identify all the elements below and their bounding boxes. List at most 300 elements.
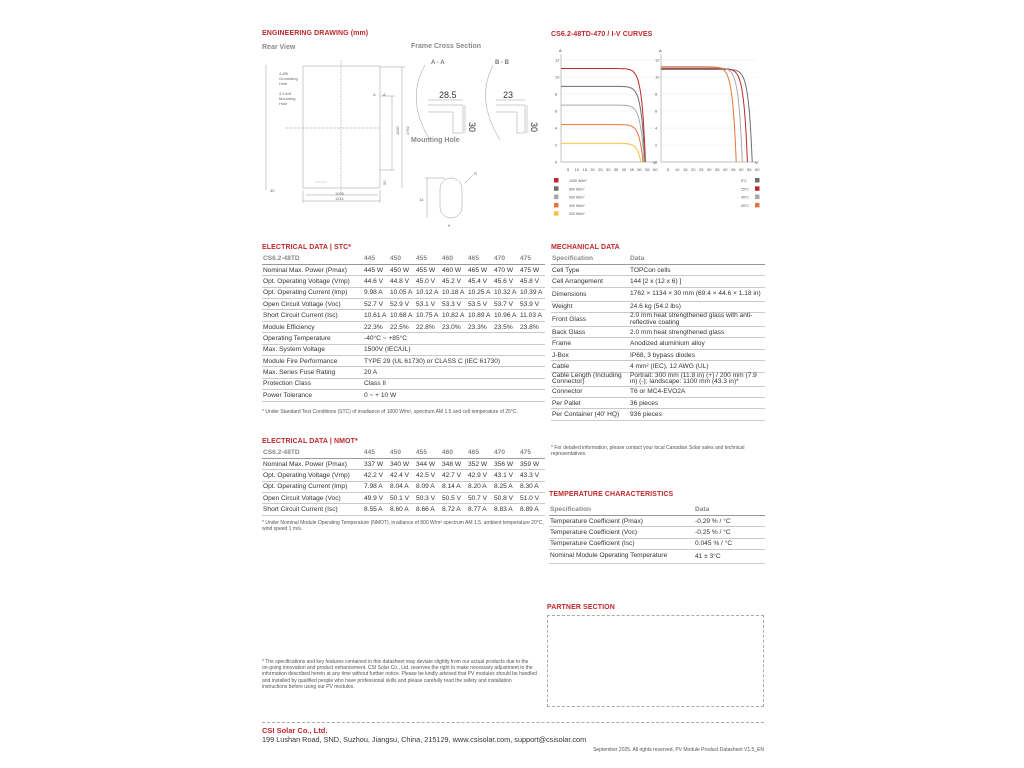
cell-value: 10.39 A	[519, 287, 545, 298]
cell-value: 23.3%	[467, 321, 493, 332]
cell-label: Opt. Operating Current (Imp)	[262, 481, 363, 492]
cell-label: Temperature Coefficient (Pmax)	[549, 515, 694, 526]
cell-value: 45.8 V	[519, 276, 545, 287]
cell-value: 10.12 A	[415, 287, 441, 298]
cell-value: 344 W	[415, 458, 441, 469]
cell-value: 53.9 V	[519, 299, 545, 310]
cell-label: Open Circuit Voltage (Voc)	[262, 493, 363, 504]
x-tick-label: 5	[667, 167, 670, 172]
cell-value: 52.9 V	[389, 299, 415, 310]
cell-label: Opt. Operating Voltage (Vmp)	[262, 276, 363, 287]
svg-text:30: 30	[467, 122, 477, 133]
cell-label: Front Glass	[551, 313, 629, 327]
cell-value: 10.61 A	[363, 310, 389, 321]
legend-label: 200 W/m²	[569, 212, 585, 217]
svg-text:23: 23	[503, 90, 514, 100]
cell-value: 10.05 A	[389, 287, 415, 298]
x-tick-label: 50	[637, 167, 642, 172]
svg-text:14: 14	[419, 197, 424, 202]
nmot-footnote: * Under Nominal Module Operating Temperature (NMOT), irradiance of 800 W/m² spectrum AM 1.5, ambient temperature 20°C, wind speed 1 m/s.	[262, 520, 544, 533]
cell-value: 10.18 A	[441, 287, 467, 298]
svg-text:30: 30	[529, 122, 539, 133]
cell-value: 42.2 V	[363, 470, 389, 481]
cell-label: Protection Class	[262, 378, 363, 389]
cell-value: 465	[467, 447, 493, 458]
cell-label: Per Container (40' HQ)	[551, 409, 629, 420]
y-tick-label: 10	[555, 74, 560, 80]
table-header	[551, 253, 765, 264]
iv-curve-0	[561, 69, 645, 163]
cell-value: 8.89 A	[519, 504, 545, 515]
cell-value: 2.0 mm heat strengthened glass with anti-reflective coating	[629, 313, 765, 327]
cell-value: 52.7 V	[363, 299, 389, 310]
cell-value: 10.89 A	[467, 310, 493, 321]
disclaimer: * The specifications and key features contained in this datasheet may deviate slightly from our actual products due to the on-going innovation and product enhancement. CSI Solar Co., Ltd. reserves the right to make necessary adjustment to the information described herein at any time without further notice. Please be kindly advised that PV modules should be handled and installed by qualified people who have professional skills and please carefully read the safety and installation instructions before using our PV modules.	[262, 659, 537, 690]
cell-value: 22.5%	[389, 321, 415, 332]
cell-value: 475	[519, 447, 545, 458]
table-row	[549, 550, 765, 564]
table-header	[262, 447, 545, 458]
cell-value: 450	[389, 253, 415, 264]
legend-swatch	[554, 195, 559, 200]
svg-text:4-Ø5: 4-Ø5	[279, 71, 288, 76]
cell-value: 470	[493, 253, 519, 264]
table-row	[262, 344, 545, 355]
stc-title: ELECTRICAL DATA | STC*	[262, 244, 352, 251]
table-row	[551, 264, 765, 275]
cell-value: 42.5 V	[415, 470, 441, 481]
cell-value: 50.8 V	[493, 493, 519, 504]
cell-value: 22.3%	[363, 321, 389, 332]
table-row	[262, 481, 545, 492]
table-row	[262, 287, 545, 298]
svg-text:Hole: Hole	[279, 81, 288, 86]
table-row	[549, 538, 765, 549]
cell-value: 10.68 A	[389, 310, 415, 321]
cell-label: Module Fire Performance	[262, 356, 363, 367]
svg-text:Grounding: Grounding	[279, 76, 298, 81]
table-row	[551, 338, 765, 349]
table-row	[551, 409, 765, 420]
cell-value: 22.8%	[415, 321, 441, 332]
table-row	[262, 276, 545, 287]
cell-value: 53.3 V	[441, 299, 467, 310]
x-tick-label: 30	[707, 167, 712, 172]
x-tick-label: 45	[629, 167, 634, 172]
cell-value: 11.03 A	[519, 310, 545, 321]
table-row	[262, 321, 545, 332]
cell-label: Opt. Operating Voltage (Vmp)	[262, 470, 363, 481]
svg-text:1762: 1762	[405, 126, 410, 135]
cell-value: 41 ± 3°C	[694, 550, 765, 564]
cell-label: Open Circuit Voltage (Voc)	[262, 299, 363, 310]
cell-value: 10.82 A	[441, 310, 467, 321]
table-row	[262, 493, 545, 504]
mechanical-table	[551, 253, 765, 421]
x-tick-label: 15	[683, 167, 688, 172]
cell-label: Weight	[551, 301, 629, 312]
x-tick-label: 10	[675, 167, 680, 172]
cell-value: IP68, 3 bypass diodes	[629, 349, 765, 360]
x-tick-label: 25	[699, 167, 704, 172]
cell-value: 20 A	[363, 367, 545, 378]
cell-value: 455	[415, 447, 441, 458]
svg-text:A - A: A - A	[431, 60, 445, 66]
legend-label: 65°C	[741, 203, 750, 208]
cell-value: 53.1 V	[415, 299, 441, 310]
table-header	[549, 504, 765, 515]
iv-curve-2	[661, 68, 742, 162]
svg-text:4-14x9: 4-14x9	[279, 91, 292, 96]
cell-value: 460	[441, 447, 467, 458]
cell-value: 8.14 A	[441, 481, 467, 492]
cell-label: Cell Arrangement	[551, 276, 629, 287]
legend-label: 600 W/m²	[569, 195, 585, 200]
svg-text:50: 50	[382, 180, 387, 185]
mechanical-title: MECHANICAL DATA	[551, 244, 620, 251]
cell-label: J-Box	[551, 349, 629, 360]
x-tick-label: 20	[590, 167, 595, 172]
table-row	[551, 398, 765, 409]
iv-curve-3	[661, 67, 736, 162]
cell-value: 8.04 A	[389, 481, 415, 492]
table-row	[549, 515, 765, 526]
svg-text:1096: 1096	[335, 191, 344, 196]
x-tick-label: 60	[653, 167, 658, 172]
company-name: CSI Solar Co., Ltd.	[262, 726, 328, 735]
cell-value: 45.2 V	[441, 276, 467, 287]
x-tick-label: 15	[582, 167, 587, 172]
iv-curves-title: CS6.2-48TD-470 / I-V CURVES	[551, 31, 653, 38]
stc-footnote: * Under Standard Test Conditions (STC) of irradiance of 1000 W/m², spectrum AM 1.5 and cell temperature of 25°C.	[262, 409, 518, 415]
cell-value: 455	[415, 253, 441, 264]
x-tick-label: 10	[574, 167, 580, 172]
legend-swatch	[755, 203, 760, 208]
cell-value: 10.25 A	[467, 287, 493, 298]
x-tick-label: 5	[566, 167, 570, 172]
x-tick-label: 50	[739, 167, 744, 172]
cell-value: 42.7 V	[441, 470, 467, 481]
svg-text:A: A	[373, 92, 376, 97]
cell-label: Cable	[551, 361, 629, 372]
cell-value: TYPE 29 (UL 61730) or CLASS C (IEC 61730)	[363, 356, 545, 367]
rights-notice: September 2025. All rights reserved, PV Module Product Datasheet V1.5_EN	[593, 747, 764, 753]
x-tick-label: 35	[613, 167, 619, 172]
legend-swatch	[554, 211, 559, 216]
cell-label: Frame	[551, 338, 629, 349]
table-row	[262, 356, 545, 367]
temperature-title: TEMPERATURE CHARACTERISTICS	[549, 491, 674, 498]
y-tick-label: 2	[555, 142, 558, 148]
x-tick-label: 25	[598, 167, 603, 172]
cell-label: Opt. Operating Current (Imp)	[262, 287, 363, 298]
cell-value: Data	[629, 253, 765, 264]
rear-view-label: Rear View	[262, 44, 296, 51]
x-axis-label: V	[755, 160, 758, 165]
cell-label: Operating Temperature	[262, 333, 363, 344]
cell-value: -0.25 % / °C	[694, 527, 765, 538]
y-tick-label: 10	[655, 74, 660, 80]
y-tick-label: 0	[555, 159, 558, 165]
legend-label: 1000 W/m²	[569, 179, 587, 183]
cell-value: 359 W	[519, 458, 545, 469]
cell-value: 10.96 A	[493, 310, 519, 321]
cell-value: 8.09 A	[415, 481, 441, 492]
cell-value: 24.6 kg (54.2 lbs)	[629, 301, 765, 312]
cell-value: 8.30 A	[519, 481, 545, 492]
cell-value: 50.1 V	[389, 493, 415, 504]
temperature-table	[549, 504, 765, 564]
x-tick-label: 20	[691, 167, 696, 172]
cell-value: 8.66 A	[415, 504, 441, 515]
mounting-hole-label: Mounting Hole	[411, 137, 460, 144]
cell-label: CS6.2-48TD	[262, 447, 363, 458]
cell-value: 8.72 A	[441, 504, 467, 515]
y-tick-label: 8	[555, 91, 558, 97]
svg-text:Mounting: Mounting	[279, 96, 296, 101]
table-row	[551, 372, 765, 386]
svg-text:1100: 1100	[395, 126, 400, 135]
mechanical-footnote: * For detailed information, please contact your local Canadian Solar sales and technical representatives.	[551, 445, 745, 458]
cell-value: 44.8 V	[389, 276, 415, 287]
cell-label: CS6.2-48TD	[262, 253, 363, 264]
footer-divider	[262, 722, 764, 723]
cell-value: 460 W	[441, 264, 467, 275]
cell-value: 340 W	[389, 458, 415, 469]
nmot-title: ELECTRICAL DATA | NMOT*	[262, 438, 358, 445]
partner-title: PARTNER SECTION	[547, 604, 615, 611]
cell-value: 8.60 A	[389, 504, 415, 515]
frame-cross-section-label: Frame Cross Section	[411, 43, 482, 50]
engineering-drawing-title: ENGINEERING DRAWING (mm)	[262, 30, 369, 37]
table-row	[262, 264, 545, 275]
svg-text:1134: 1134	[335, 196, 344, 201]
table-row	[262, 470, 545, 481]
legend-label: 45°C	[741, 195, 750, 200]
cell-label: Dimensions	[551, 287, 629, 301]
partner-box	[547, 615, 764, 707]
table-row	[551, 327, 765, 338]
table-row	[551, 361, 765, 372]
cell-label: Specification	[551, 253, 629, 264]
cell-value: 44.6 V	[363, 276, 389, 287]
cell-value: 8.83 A	[493, 504, 519, 515]
legend-swatch	[755, 186, 760, 191]
svg-text:R: R	[474, 171, 477, 176]
cell-value: 53.5 V	[467, 299, 493, 310]
svg-text:9: 9	[448, 223, 451, 228]
cell-label: Nominal Max. Power (Pmax)	[262, 458, 363, 469]
engineering-drawing	[255, 55, 545, 228]
cell-value: 0.045 % / °C	[694, 538, 765, 549]
y-tick-label: 4	[555, 125, 558, 131]
cell-value: 53.7 V	[493, 299, 519, 310]
cell-value: 4 mm² (IEC), 12 AWG (UL)	[629, 361, 765, 372]
table-row	[551, 349, 765, 360]
cell-value: 460	[441, 253, 467, 264]
cell-value: 337 W	[363, 458, 389, 469]
y-axis-label: A	[659, 48, 662, 53]
cell-value: 45.6 V	[493, 276, 519, 287]
x-tick-label: 35	[715, 167, 720, 172]
cell-label: Module Efficiency	[262, 321, 363, 332]
cell-label: Cell Type	[551, 264, 629, 275]
cell-value: Portrait: 300 mm (11.8 in) (+) / 200 mm (7.9 in) (-); landscape: 1100 mm (43.3 in)*	[629, 372, 765, 386]
legend-swatch	[554, 178, 559, 183]
svg-text:28.5: 28.5	[439, 90, 457, 100]
y-tick-label: 6	[655, 108, 658, 114]
cell-value: 43.1 V	[493, 470, 519, 481]
cell-value: 455 W	[415, 264, 441, 275]
legend-label: 400 W/m²	[569, 203, 585, 208]
cell-value: 356 W	[493, 458, 519, 469]
cell-label: Cable Length (Including Connector)	[551, 372, 629, 386]
legend-swatch	[755, 178, 760, 183]
x-tick-label: 55	[645, 167, 650, 172]
iv-curve-0	[661, 69, 752, 162]
cell-value: 23.0%	[441, 321, 467, 332]
cell-value: 51.0 V	[519, 493, 545, 504]
table-row	[262, 504, 545, 515]
legend-label: 5°C	[741, 179, 748, 183]
cell-value: 1500V (IEC/UL)	[363, 344, 545, 355]
svg-text:A: A	[383, 92, 386, 97]
legend-swatch	[554, 186, 559, 191]
cell-label: Short Circuit Current (Isc)	[262, 310, 363, 321]
iv-curve-4	[561, 143, 641, 162]
y-tick-label: 4	[655, 125, 658, 131]
y-tick-label: 8	[655, 91, 658, 97]
cell-value: 445 W	[363, 264, 389, 275]
table-header	[262, 253, 545, 264]
cell-value: 10.75 A	[415, 310, 441, 321]
cell-value: 8.55 A	[363, 504, 389, 515]
cell-value: 45.4 V	[467, 276, 493, 287]
cell-label: Connector	[551, 386, 629, 397]
cell-label: Specification	[549, 504, 694, 515]
table-row	[551, 313, 765, 327]
cell-value: 0 ~ + 10 W	[363, 390, 545, 401]
x-tick-label: 60	[755, 167, 760, 172]
cell-value: 936 pieces	[629, 409, 765, 420]
x-tick-label: 55	[747, 167, 752, 172]
table-row	[262, 367, 545, 378]
svg-text:Hole: Hole	[279, 101, 288, 106]
table-row	[551, 386, 765, 397]
cell-value: 50.3 V	[415, 493, 441, 504]
table-row	[551, 301, 765, 312]
nmot-table	[262, 447, 545, 516]
legend-swatch	[554, 203, 559, 208]
cell-value: Class II	[363, 378, 545, 389]
cell-value: 465 W	[467, 264, 493, 275]
cell-value: 475 W	[519, 264, 545, 275]
cell-value: 8.20 A	[467, 481, 493, 492]
cell-value: T6 or MC4-EVO2A	[629, 386, 765, 397]
cell-value: 8.25 A	[493, 481, 519, 492]
cell-value: 42.4 V	[389, 470, 415, 481]
cell-value: 50.7 V	[467, 493, 493, 504]
y-axis-label: A	[559, 48, 562, 53]
cell-value: 7.98 A	[363, 481, 389, 492]
company-address: 199 Lushan Road, SND, Suzhou, Jiangsu, China, 215129, www.csisolar.com, support@csisolar.com	[262, 735, 587, 744]
cell-value: 445	[363, 447, 389, 458]
y-tick-label: 6	[555, 108, 558, 114]
cell-value: -0.29 % / °C	[694, 515, 765, 526]
table-row	[262, 378, 545, 389]
svg-text:B - B: B - B	[495, 60, 509, 66]
cell-value: 36 pieces	[629, 398, 765, 409]
x-axis-label: V	[653, 160, 656, 165]
table-row	[262, 333, 545, 344]
legend-label: 25°C	[741, 187, 750, 192]
cell-value: 470 W	[493, 264, 519, 275]
cell-value: -40°C ~ +85°C	[363, 333, 545, 344]
cell-value: 9.98 A	[363, 287, 389, 298]
cell-label: Per Pallet	[551, 398, 629, 409]
cell-value: TOPCon cells	[629, 264, 765, 275]
cell-value: 2.0 mm heat strengthened glass	[629, 327, 765, 338]
y-tick-label: 12	[655, 57, 660, 63]
cell-value: 23.5%	[493, 321, 519, 332]
iv-curve-2	[561, 105, 644, 162]
y-tick-label: 12	[555, 57, 560, 63]
table-row	[549, 527, 765, 538]
legend-swatch	[755, 195, 760, 200]
cell-label: Back Glass	[551, 327, 629, 338]
cell-label: Temperature Coefficient (Voc)	[549, 527, 694, 538]
table-row	[262, 299, 545, 310]
cell-value: 23.8%	[519, 321, 545, 332]
cell-label: Nominal Module Operating Temperature	[549, 550, 694, 564]
cell-value: 465	[467, 253, 493, 264]
cell-value: 50.5 V	[441, 493, 467, 504]
y-tick-label: 0	[655, 159, 658, 165]
iv-curves-chart	[545, 45, 770, 225]
cell-value: 1762 × 1134 × 30 mm (69.4 × 44.6 × 1.18 in)	[629, 287, 765, 301]
iv-curve-1	[661, 69, 747, 163]
cell-value: 42.9 V	[467, 470, 493, 481]
cell-value: 450 W	[389, 264, 415, 275]
table-row	[262, 390, 545, 401]
cell-label: Max. Series Fuse Rating	[262, 367, 363, 378]
cell-label: Nominal Max. Power (Pmax)	[262, 264, 363, 275]
cell-value: Anodized aluminium alloy	[629, 338, 765, 349]
stc-table	[262, 253, 545, 402]
cell-label: Short Circuit Current (Isc)	[262, 504, 363, 515]
table-row	[262, 310, 545, 321]
cell-value: 475	[519, 253, 545, 264]
cell-value: 445	[363, 253, 389, 264]
cell-value: Data	[694, 504, 765, 515]
cell-value: 45.0 V	[415, 276, 441, 287]
cell-value: 470	[493, 447, 519, 458]
x-tick-label: 45	[731, 167, 736, 172]
x-tick-label: 40	[723, 167, 728, 172]
cell-value: 43.3 V	[519, 470, 545, 481]
table-row	[551, 287, 765, 301]
cell-value: 8.77 A	[467, 504, 493, 515]
cell-value: 144 [2 x (12 x 6) ]	[629, 276, 765, 287]
cell-label: Max. System Voltage	[262, 344, 363, 355]
table-row	[262, 458, 545, 469]
y-tick-label: 2	[655, 142, 658, 148]
svg-text:30: 30	[270, 188, 275, 193]
cell-value: 49.9 V	[363, 493, 389, 504]
cell-value: 450	[389, 447, 415, 458]
legend-label: 800 W/m²	[569, 187, 585, 192]
cell-label: Temperature Coefficient (Isc)	[549, 538, 694, 549]
